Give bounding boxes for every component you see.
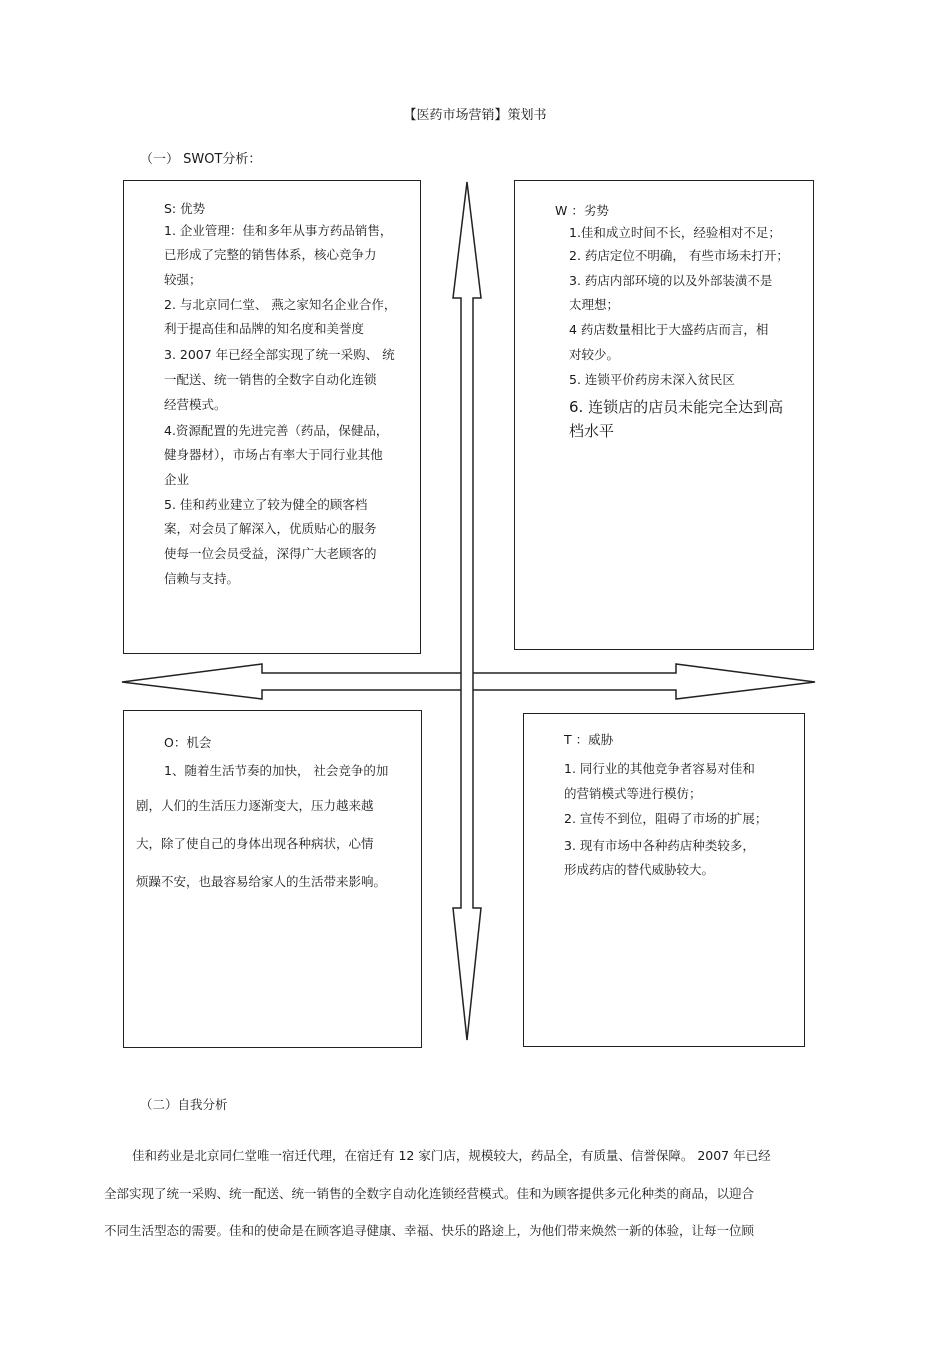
self-analysis-line: 不同生活型态的需要。佳和的使命是在顾客追寻健康、幸福、快乐的路途上，为他们带来焕然一新的体验，让每一位顾 (104, 1223, 755, 1238)
strengths-line: 信赖与支持。 (164, 571, 240, 586)
opportunities-line: 烦躁不安，也最容易给家人的生活带来影响。 (136, 874, 387, 889)
strengths-line: 一配送、统一销售的全数字自动化连锁 (164, 372, 377, 387)
swot-strengths-box (123, 180, 421, 654)
opportunities-line: 剧，人们的生活压力逐渐变大，压力越来越 (136, 798, 374, 813)
self-analysis-line: 佳和药业是北京同仁堂唯一宿迁代理，在宿迁有 12 家门店，规模较大，药品全，有质量、信誉保障。 2007 年已经 (132, 1148, 771, 1163)
strengths-label: S: 优势 (164, 201, 206, 216)
weaknesses-line: 5. 连锁平价药房未深入贫民区 (569, 372, 735, 387)
strengths-line: 已形成了完整的销售体系，核心竞争力 (164, 247, 377, 262)
strengths-line: 5. 佳和药业建立了较为健全的顾客档 (164, 497, 368, 512)
swot-weaknesses-box (514, 180, 814, 650)
opportunities-line: 大，除了使自己的身体出现各种病状，心情 (136, 836, 374, 851)
weaknesses-line: 4 药店数量相比于大盛药店而言，相 (569, 322, 769, 337)
weaknesses-line: 3. 药店内部环境的以及外部装潢不是 (569, 273, 773, 288)
strengths-line: 1. 企业管理：佳和多年从事方药品销售， (164, 223, 393, 238)
document-title: 【医药市场营销】策划书 (403, 108, 547, 123)
weaknesses-label: W ：劣势 (555, 203, 609, 218)
strengths-line: 2. 与北京同仁堂、 燕之家知名企业合作， (164, 297, 397, 312)
weaknesses-line: 对较少。 (569, 347, 620, 362)
strengths-line: 经营模式。 (164, 397, 227, 412)
strengths-line: 较强； (164, 272, 202, 287)
weaknesses-line: 1.佳和成立时间不长，经验相对不足； (569, 225, 781, 240)
threats-line: 3. 现有市场中各种药店种类较多， (564, 838, 755, 853)
threats-label: T ：威胁 (564, 732, 614, 747)
threats-line: 1. 同行业的其他竞争者容易对佳和 (564, 761, 755, 776)
weaknesses-line: 2. 药店定位不明确， 有些市场未打开； (569, 248, 789, 263)
strengths-line: 案，对会员了解深入，优质贴心的服务 (164, 521, 377, 536)
strengths-line: 3. 2007 年已经全部实现了统一采购、 统 (164, 347, 395, 362)
opportunities-label: O：机会 (164, 735, 212, 750)
self-analysis-line: 全部实现了统一采购、统一配送、统一销售的全数字自动化连锁经营模式。佳和为顾客提供多元化种类的商品，以迎合 (104, 1186, 755, 1201)
section-heading-self-analysis: （二）自我分析 (140, 1097, 228, 1112)
threats-line: 2. 宣传不到位，阻碍了市场的扩展； (564, 811, 768, 826)
swot-threats-box (523, 713, 805, 1047)
section-heading-swot: （一） SWOT分析： (140, 152, 262, 167)
threats-line: 的营销模式等进行模仿； (564, 786, 702, 801)
weaknesses-line: 太理想； (569, 297, 620, 312)
opportunities-line: 1、随着生活节奏的加快， 社会竞争的加 (164, 763, 389, 778)
swot-opportunities-box (123, 710, 422, 1048)
weaknesses-line-large: 6. 连锁店的店员未能完全达到高 (569, 398, 784, 416)
weaknesses-line-large: 档水平 (569, 422, 615, 440)
strengths-line: 企业 (164, 472, 190, 487)
strengths-line: 使每一位会员受益，深得广大老顾客的 (164, 546, 377, 561)
strengths-line: 利于提高佳和品牌的知名度和美誉度 (164, 321, 365, 336)
vertical-double-arrow (453, 182, 481, 1040)
strengths-line: 健身器材），市场占有率大于同行业其他 (164, 447, 383, 462)
strengths-line: 4.资源配置的先进完善（药品，保健品， (164, 423, 389, 438)
threats-line: 形成药店的替代威胁较大。 (564, 862, 715, 877)
